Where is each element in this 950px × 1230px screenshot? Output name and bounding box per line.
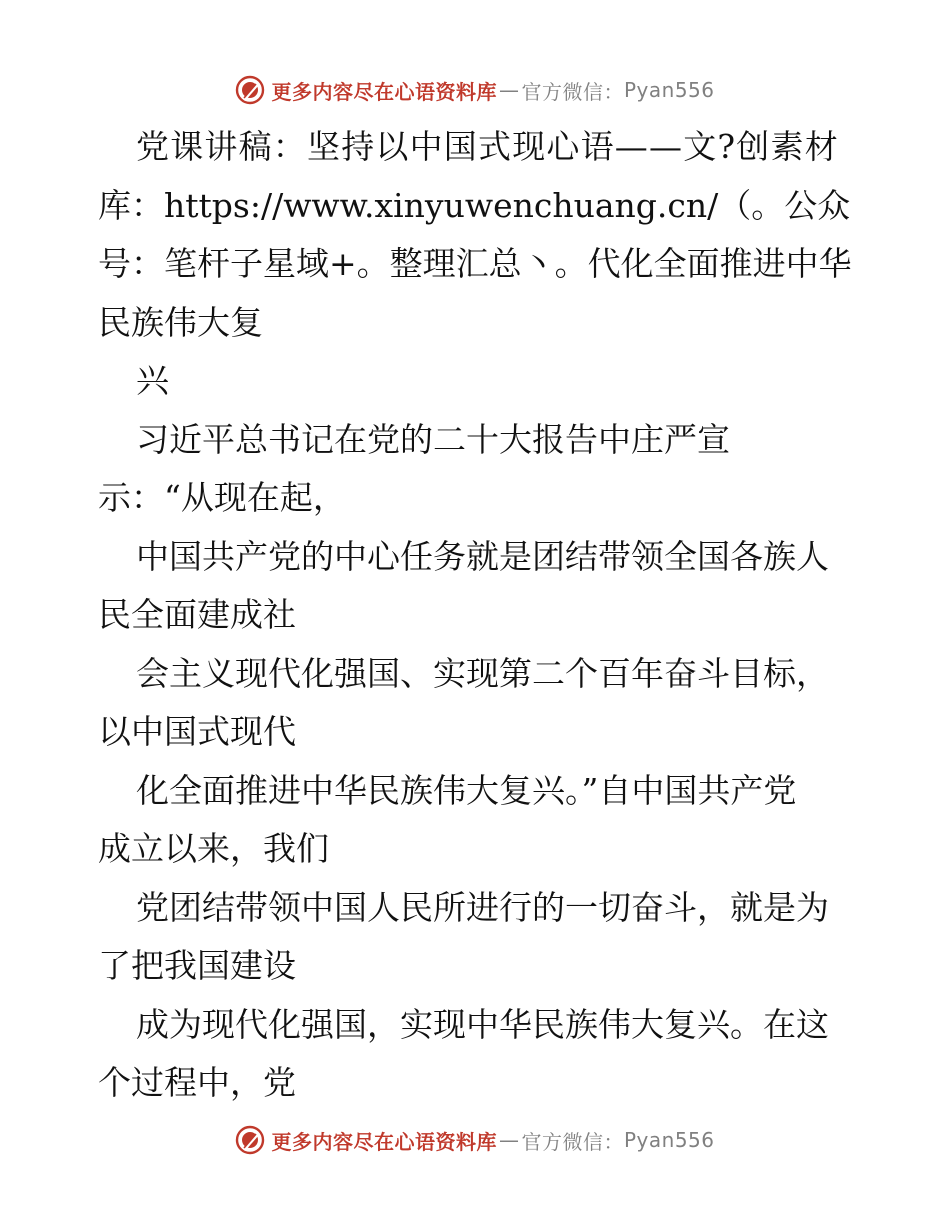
text-line: 习近平总书记在党的二十大报告中庄严宣	[136, 419, 730, 459]
text-line: 兴	[136, 361, 169, 400]
banner-dash: —	[498, 78, 520, 102]
wechat-id: Pyan556	[623, 1128, 715, 1152]
footer-banner	[0, 1122, 950, 1158]
promo-text: 更多内容尽在心语资料库	[271, 79, 497, 104]
text-line: 党团结带领中国人民所进行的一切奋斗，就是为	[136, 887, 829, 927]
text-line: 库：https://www.xinyuwenchuang.cn/（。公众	[98, 185, 851, 225]
text-line: 化全面推进中华民族伟大复兴。”自中国共产党	[136, 770, 797, 810]
text-line: 了把我国建设	[98, 946, 296, 985]
text-line: 成为现代化强国，实现中华民族伟大复兴。在这	[136, 1004, 829, 1044]
promo-text: 更多内容尽在心语资料库	[271, 1129, 497, 1154]
text-line: 党课讲稿：坚持以中国式现心语——文?创素材	[136, 127, 839, 166]
text-line: 以中国式现代	[98, 712, 296, 751]
wechat-id: Pyan556	[623, 78, 715, 102]
wechat-label: 官方微信：	[521, 79, 624, 104]
document-body	[98, 118, 858, 1113]
wechat-label: 官方微信：	[521, 1129, 624, 1154]
text-line: 民全面建成社	[98, 595, 296, 634]
header-banner	[0, 72, 950, 108]
text-line: 个过程中，党	[98, 1063, 296, 1102]
pen-circle-logo-icon	[235, 1125, 265, 1155]
text-line: 民族伟大复	[98, 302, 263, 342]
text-line: 中国共产党的中心任务就是团结带领全国各族人	[136, 536, 829, 576]
text-line: 号：笔杆子星域+。整理汇总丶。代化全面推进中华	[98, 244, 852, 283]
banner-dash: —	[498, 1128, 520, 1152]
text-line: 成立以来，我们	[98, 829, 329, 868]
pen-circle-logo-icon	[235, 75, 265, 105]
text-line: 示：“从现在起，	[98, 478, 346, 517]
text-line: 会主义现代化强国、实现第二个百年奋斗目标，	[136, 653, 829, 693]
